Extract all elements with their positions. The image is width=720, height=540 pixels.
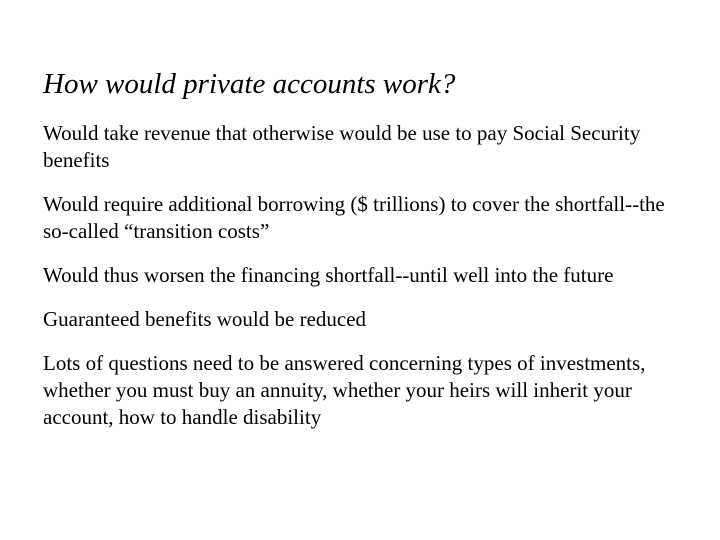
bullet-questions: Lots of questions need to be answered concerning types of investments, whether you must buy an annuity, whether your heirs will inherit your account, how to handle disability: [43, 351, 646, 429]
bullet-borrowing: Would require additional borrowing ($ trillions) to cover the shortfall--the so-called “transition costs”: [43, 192, 665, 243]
bullet-guaranteed-benefits: Guaranteed benefits would be reduced: [43, 307, 367, 331]
bullet-financing-shortfall: Would thus worsen the financing shortfall--until well into the future: [43, 263, 614, 287]
slide-title: How would private accounts work?: [43, 68, 456, 100]
bullet-revenue: Would take revenue that otherwise would be use to pay Social Security benefits: [43, 121, 641, 172]
bullet-list: [43, 120, 688, 448]
